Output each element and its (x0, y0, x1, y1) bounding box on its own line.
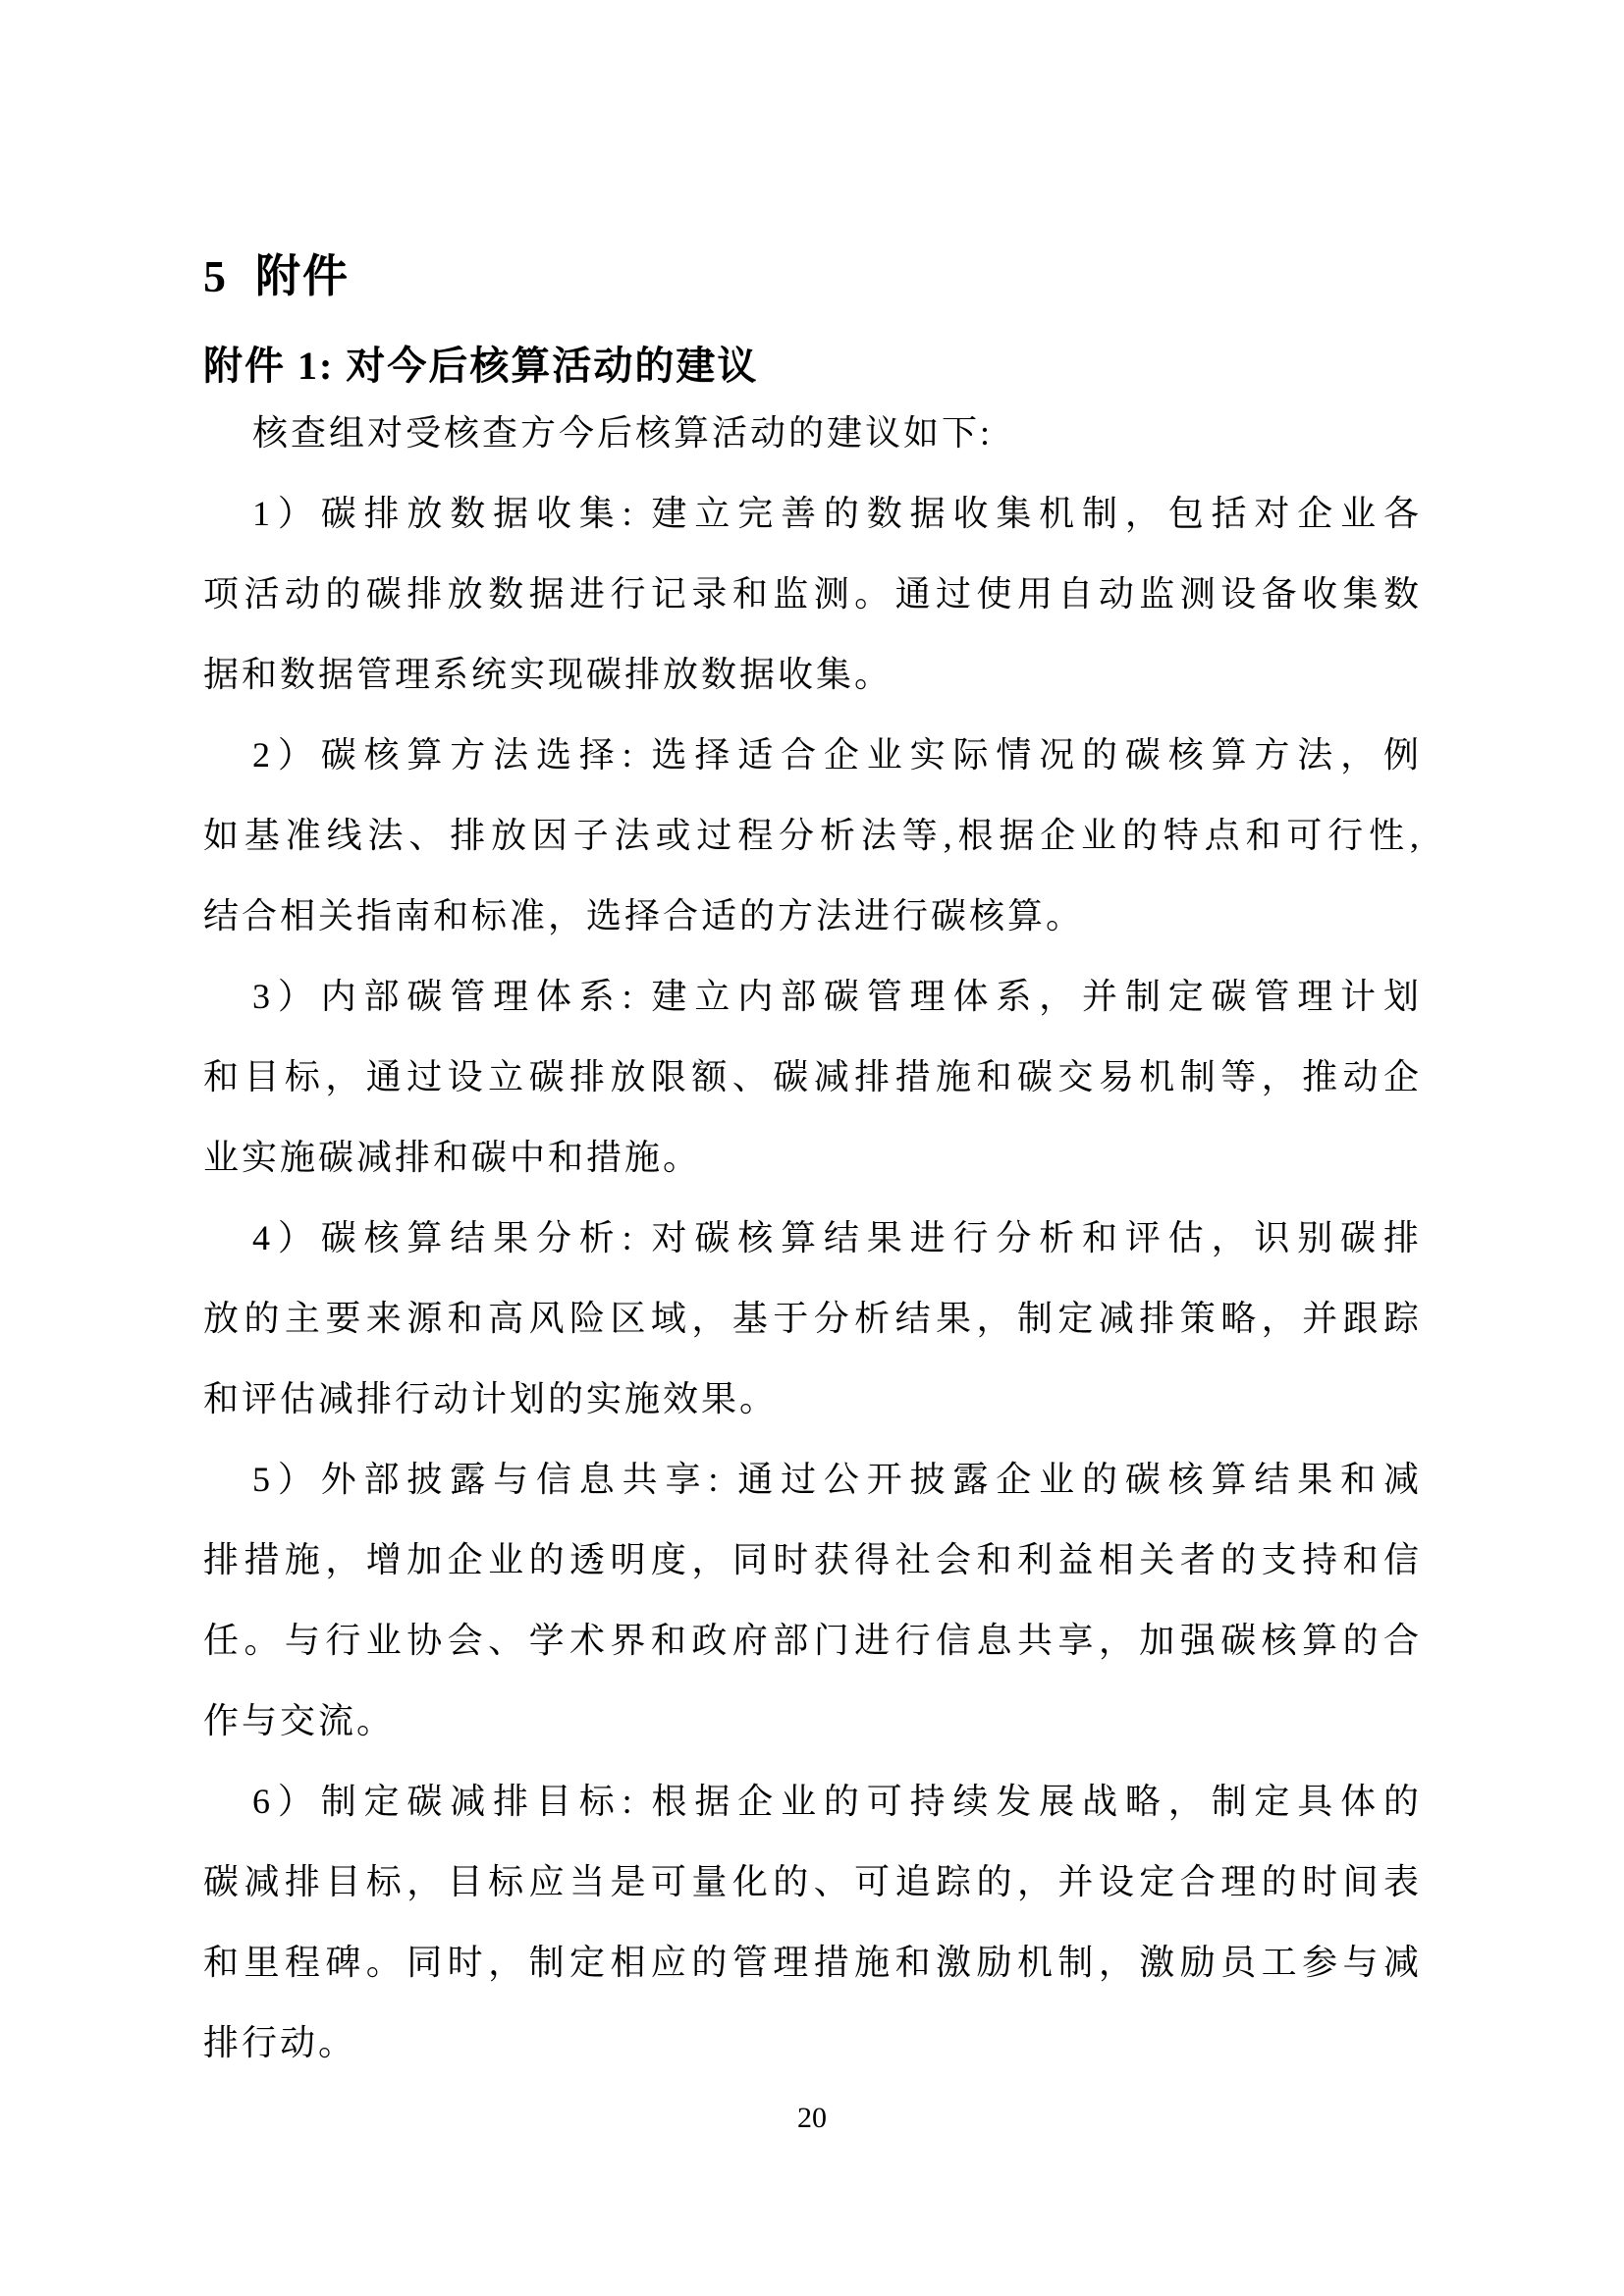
body-text (203, 393, 1422, 2083)
body-line: 据和数据管理系统实现碳排放数据收集。 (203, 655, 893, 694)
section-number: 5 (203, 250, 228, 301)
paragraph-2 (203, 715, 1422, 956)
paragraph-1 (203, 473, 1422, 715)
body-line: 和评估减排行动计划的实施效果。 (203, 1379, 779, 1418)
section-title: 附件 (255, 250, 350, 301)
body-line: 业实施碳减排和碳中和措施。 (203, 1138, 702, 1177)
intro-line: 核查组对受核查方今后核算活动的建议如下: (252, 413, 994, 453)
body-line: 4）碳核算结果分析: 对碳核算结果进行分析和评估，识别碳排 (252, 1218, 1422, 1257)
paragraph-5 (203, 1439, 1422, 1761)
paragraph-4 (203, 1198, 1422, 1439)
paragraph-6 (203, 1761, 1422, 2083)
body-line: 作与交流。 (203, 1701, 396, 1740)
body-line: 任。与行业协会、学术界和政府部门进行信息共享，加强碳核算的合 (203, 1621, 1422, 1660)
paragraph-3 (203, 956, 1422, 1198)
body-line: 和目标，通过设立碳排放限额、碳减排措施和碳交易机制等，推动企 (203, 1057, 1422, 1096)
body-line: 排行动。 (203, 2023, 357, 2062)
body-line: 2）碳核算方法选择: 选择适合企业实际情况的碳核算方法，例 (252, 735, 1422, 774)
body-line: 如基准线法、排放因子法或过程分析法等,根据企业的特点和可行性, (203, 816, 1422, 855)
body-line: 1）碳排放数据收集: 建立完善的数据收集机制，包括对企业各 (252, 494, 1422, 533)
body-line: 6）制定碳减排目标: 根据企业的可持续发展战略，制定具体的 (252, 1782, 1422, 1821)
body-line: 项活动的碳排放数据进行记录和监测。通过使用自动监测设备收集数 (203, 574, 1422, 614)
body-line: 放的主要来源和高风险区域，基于分析结果，制定减排策略，并跟踪 (203, 1299, 1422, 1338)
body-line: 排措施，增加企业的透明度，同时获得社会和利益相关者的支持和信 (203, 1540, 1422, 1579)
page-number: 20 (797, 2102, 827, 2134)
section-heading (203, 252, 350, 302)
body-line: 和里程碑。同时，制定相应的管理措施和激励机制，激励员工参与减 (203, 1943, 1422, 1982)
attachment-heading: 附件 1: 对今后核算活动的建议 (203, 344, 759, 389)
body-line: 碳减排目标，目标应当是可量化的、可追踪的，并设定合理的时间表 (203, 1862, 1422, 1901)
body-line: 5）外部披露与信息共享: 通过公开披露企业的碳核算结果和减 (252, 1460, 1422, 1499)
body-line: 结合相关指南和标准，选择合适的方法进行碳核算。 (203, 896, 1085, 935)
body-line: 3）内部碳管理体系: 建立内部碳管理体系，并制定碳管理计划 (252, 977, 1422, 1016)
